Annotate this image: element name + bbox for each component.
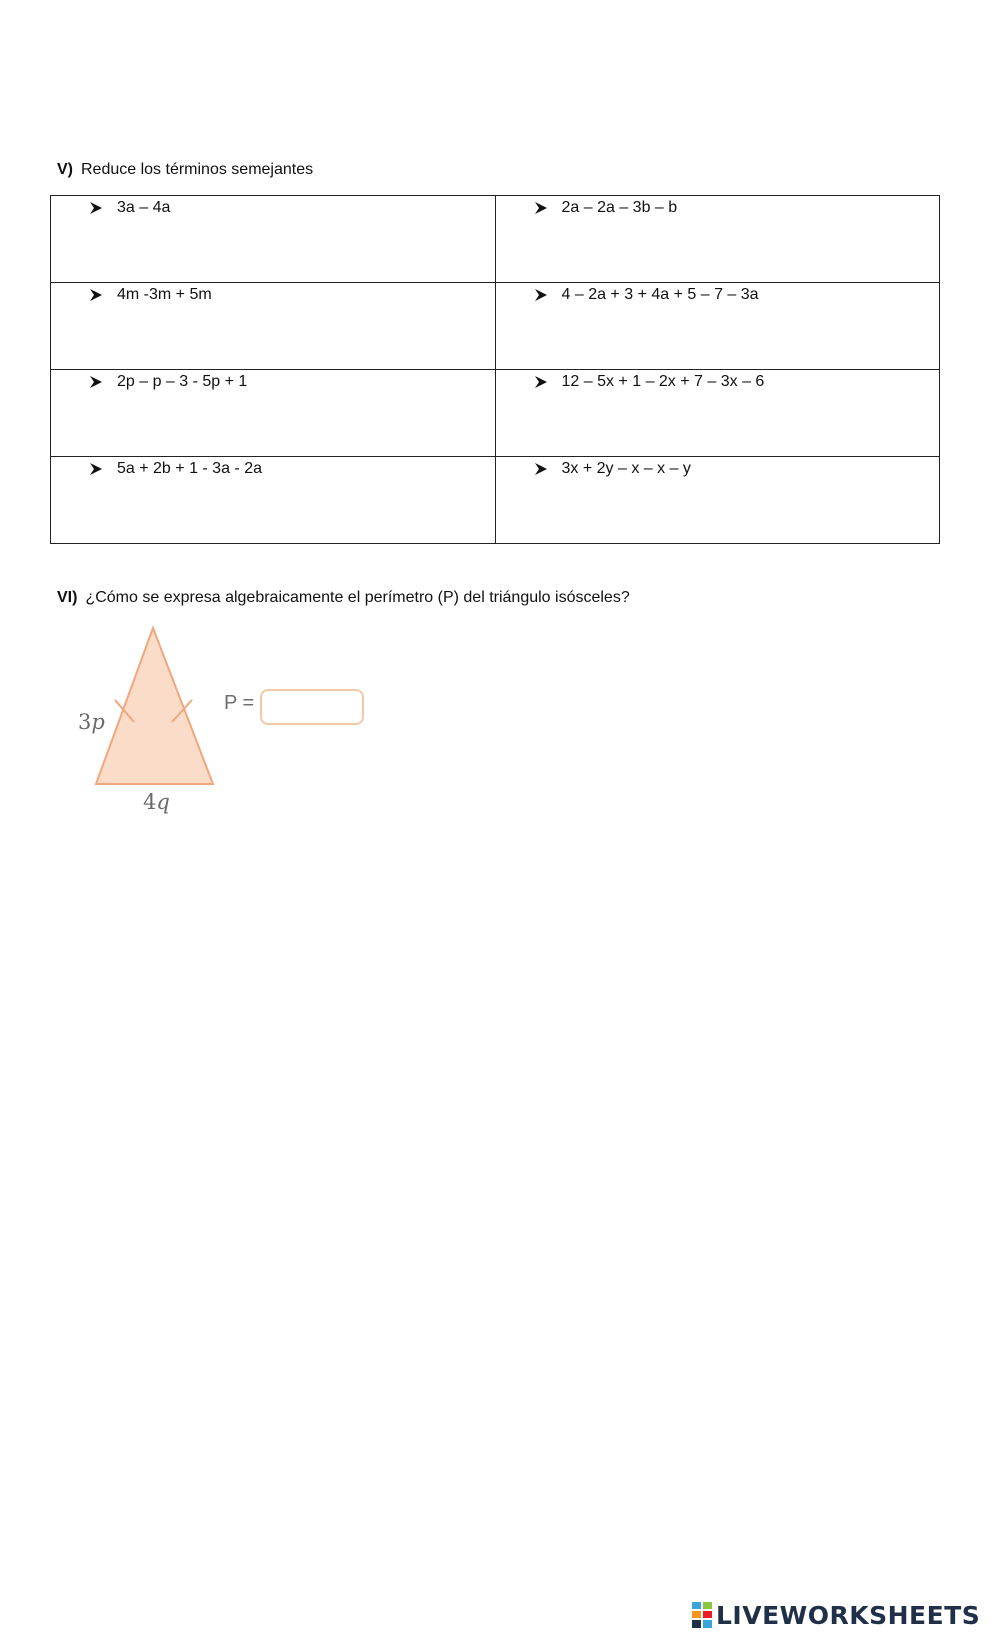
table-row (51, 370, 940, 457)
exercise-cell (495, 283, 940, 370)
section-6-number: VI) (57, 589, 78, 606)
table-row (51, 283, 940, 370)
arrow-bullet-icon (534, 375, 562, 389)
arrow-bullet-icon (89, 288, 117, 302)
section-6-heading (57, 588, 630, 608)
arrow-bullet-icon (534, 201, 562, 215)
arrow-bullet-icon (89, 462, 117, 476)
base-length-label: 4q (143, 790, 170, 814)
exercise-cell (51, 457, 496, 544)
exercise-cell (495, 370, 940, 457)
liveworksheets-logo (692, 1598, 980, 1632)
arrow-bullet-icon (534, 288, 562, 302)
exercise-cell (495, 457, 940, 544)
liveworksheets-logo-icon (692, 1602, 712, 1628)
section-5-heading (57, 160, 313, 180)
exercise-expression: 5a + 2b + 1 - 3a - 2a (117, 460, 262, 477)
section-6-title: ¿Cómo se expresa algebraicamente el perímetro (P) del triángulo isósceles? (85, 589, 630, 606)
exercise-table (50, 195, 940, 544)
exercise-cell (51, 196, 496, 283)
exercise-cell (51, 370, 496, 457)
exercise-expression: 2p – p – 3 - 5p + 1 (117, 373, 248, 390)
perimeter-label: P = (224, 692, 255, 714)
exercise-expression: 3a – 4a (117, 199, 171, 216)
liveworksheets-wordmark: LIVEWORKSHEETS (716, 1600, 981, 1630)
exercise-expression: 4m -3m + 5m (117, 286, 212, 303)
arrow-bullet-icon (89, 375, 117, 389)
exercise-expression: 2a – 2a – 3b – b (561, 199, 678, 216)
exercise-expression: 12 – 5x + 1 – 2x + 7 – 3x – 6 (561, 373, 765, 390)
arrow-bullet-icon (534, 462, 562, 476)
exercise-cell (495, 196, 940, 283)
table-row (51, 457, 940, 544)
exercise-cell (51, 283, 496, 370)
exercise-expression: 3x + 2y – x – x – y (561, 460, 691, 477)
section-5-number: V) (57, 161, 73, 178)
perimeter-answer-input[interactable] (260, 689, 364, 725)
exercise-expression: 4 – 2a + 3 + 4a + 5 – 7 – 3a (561, 286, 759, 303)
arrow-bullet-icon (89, 201, 117, 215)
side-length-label: 3p (78, 710, 105, 734)
table-row (51, 196, 940, 283)
section-5-title: Reduce los términos semejantes (81, 161, 314, 178)
isosceles-triangle (96, 628, 213, 784)
